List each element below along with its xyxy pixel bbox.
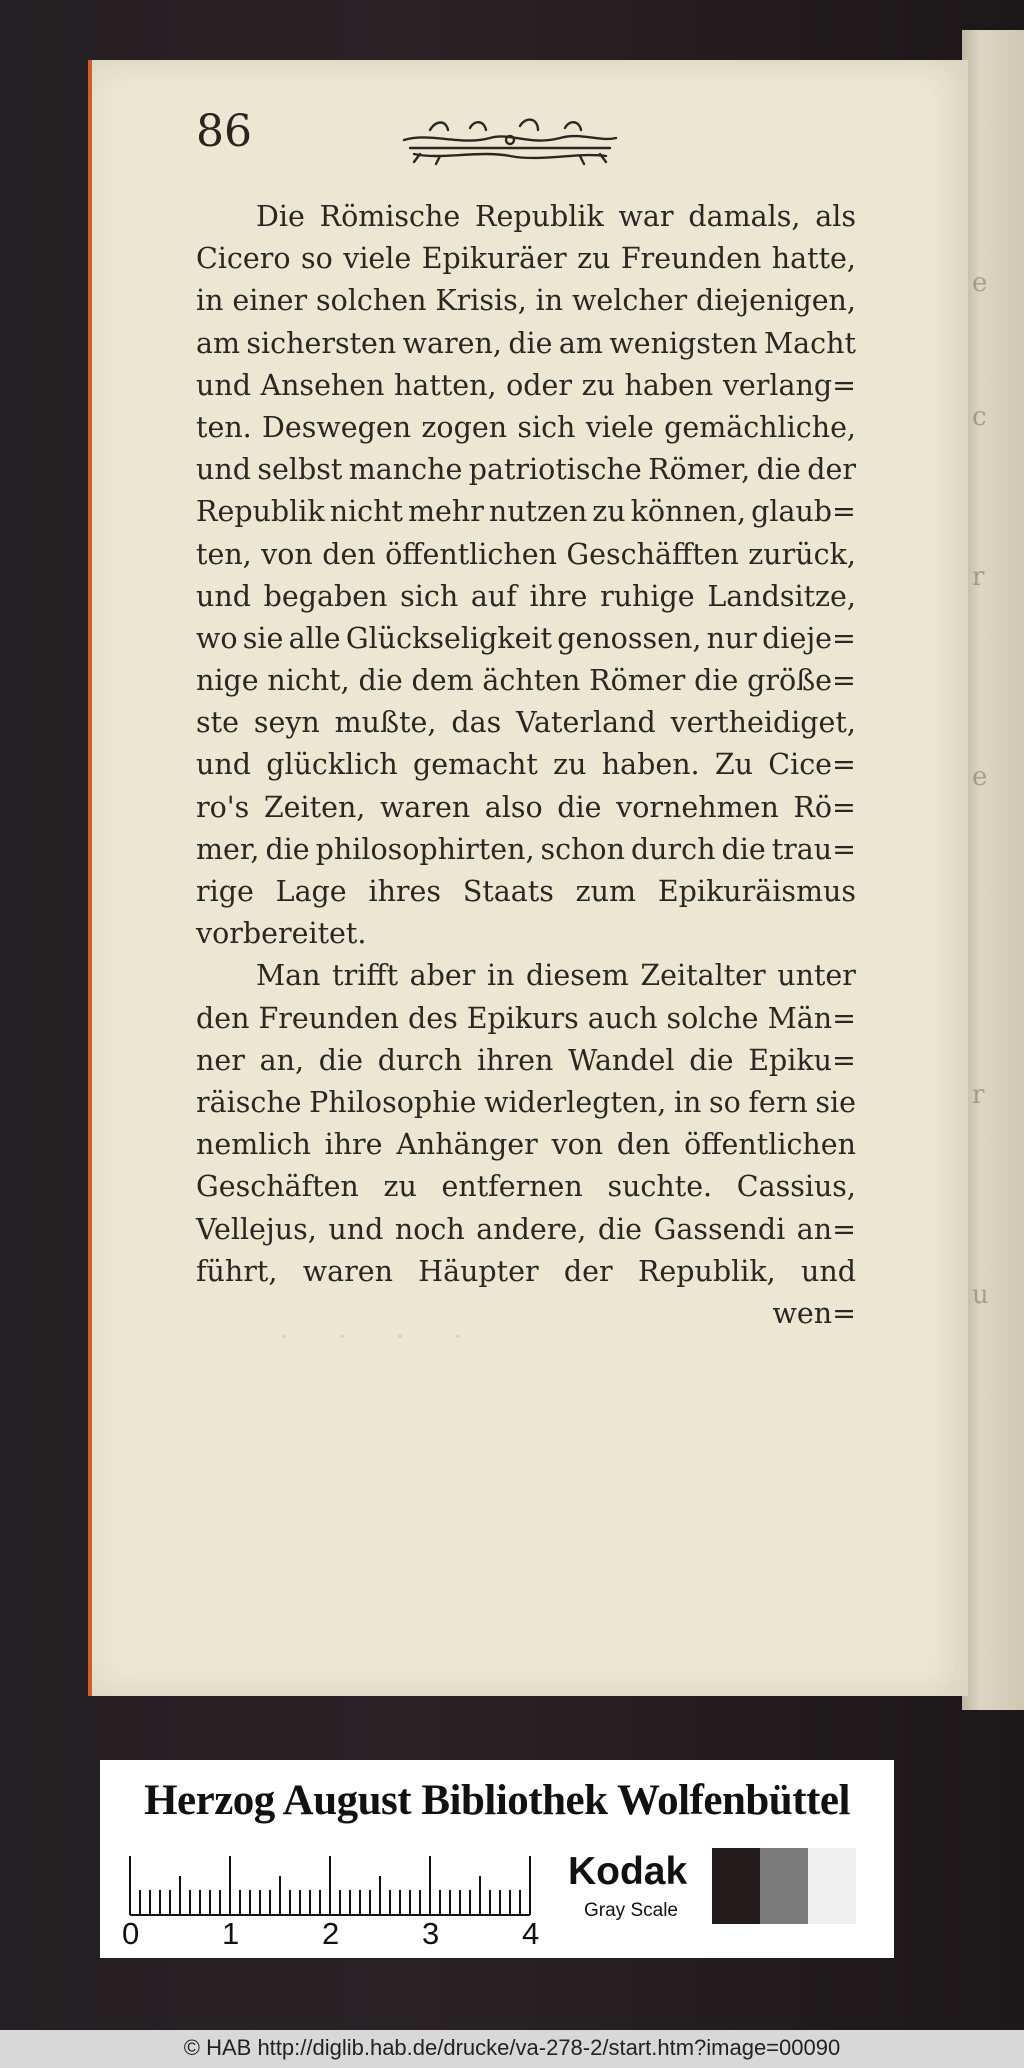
word: führt, xyxy=(196,1254,278,1288)
word: solche xyxy=(666,1001,759,1035)
text-line xyxy=(196,576,856,618)
word: und xyxy=(196,368,251,402)
text-line xyxy=(196,829,856,871)
ornament-icon xyxy=(400,110,620,168)
word: gemacht xyxy=(412,748,538,782)
word: rige xyxy=(196,875,254,908)
word: wo xyxy=(196,621,238,655)
word: räische xyxy=(196,1085,302,1119)
word: Geschäfften xyxy=(566,537,739,571)
word: zu xyxy=(553,748,587,782)
word: größe= xyxy=(747,664,856,698)
text-line xyxy=(196,618,856,660)
word: der xyxy=(563,1254,613,1288)
word: den xyxy=(616,1128,671,1162)
word: von xyxy=(261,537,313,571)
word: durch xyxy=(630,832,716,866)
word: Macht xyxy=(763,326,856,360)
word: Glückseligkeit xyxy=(345,621,553,655)
word: sich xyxy=(400,579,459,613)
word: vertheidiget, xyxy=(670,706,856,740)
word: Geschäften xyxy=(196,1170,359,1204)
word: aber xyxy=(409,959,476,993)
scale-ruler xyxy=(126,1852,626,1916)
word: Republik xyxy=(475,200,604,233)
text-line xyxy=(196,534,856,576)
word: zurück, xyxy=(748,537,856,571)
word: als xyxy=(815,200,856,233)
text-line xyxy=(196,238,856,280)
word: damals, xyxy=(688,200,801,233)
word: war xyxy=(618,200,674,233)
word: und xyxy=(196,579,251,613)
text-line xyxy=(196,744,856,786)
word: die xyxy=(597,1212,643,1246)
word: ihre xyxy=(529,579,588,613)
text-line xyxy=(196,1209,856,1251)
word: nur xyxy=(706,621,757,655)
word: zum xyxy=(575,875,637,908)
word: die xyxy=(756,453,801,487)
word: Die xyxy=(256,200,305,233)
word: welcher xyxy=(572,284,688,318)
word: trifft xyxy=(332,959,399,993)
word: sie xyxy=(815,1085,856,1119)
word: Landsitze, xyxy=(707,579,856,613)
word: Gassendi xyxy=(653,1212,786,1246)
page-number: 86 xyxy=(196,106,252,157)
word: vorbereitet. xyxy=(196,917,367,951)
word: zogen xyxy=(421,410,508,444)
word: die xyxy=(694,664,739,698)
text-line xyxy=(196,1251,856,1293)
text-line xyxy=(196,449,856,491)
word: haben. xyxy=(601,748,700,782)
word: mehr xyxy=(407,495,484,529)
word: begaben xyxy=(263,579,388,613)
word: die xyxy=(318,1043,363,1077)
word: Freunden xyxy=(258,1001,399,1035)
word: Zeiten, xyxy=(263,790,366,824)
text-line xyxy=(196,955,856,997)
footer-credit: © HAB http://diglib.hab.de/drucke/va-278-2/start.htm?image=00090 xyxy=(183,2035,841,2060)
word: ihre xyxy=(324,1128,383,1162)
word: ste xyxy=(196,706,239,740)
word: zu xyxy=(577,242,611,276)
word: gemächliche, xyxy=(664,410,856,444)
word: Philosophie xyxy=(309,1085,477,1119)
word: waren xyxy=(379,790,471,824)
word: Wandel xyxy=(568,1043,675,1077)
word: vornehmen xyxy=(616,790,779,824)
word: Epikuräer xyxy=(421,242,567,276)
text-line xyxy=(196,196,856,238)
word: die xyxy=(689,1043,734,1077)
word: entfernen xyxy=(441,1170,583,1204)
word: Deswegen xyxy=(262,410,412,444)
word: Epikuräismus xyxy=(657,875,856,908)
word: trau= xyxy=(771,832,856,866)
word: Cice= xyxy=(768,748,856,782)
word: Cassius, xyxy=(736,1170,856,1204)
word: alle xyxy=(288,621,341,655)
gray-scale-label: Gray Scale xyxy=(584,1900,678,1921)
word: viele xyxy=(343,242,412,276)
word: ihres xyxy=(368,875,442,908)
word: zu xyxy=(581,368,615,402)
word: Epikurs xyxy=(466,1001,579,1035)
word: Vaterland xyxy=(516,706,656,740)
word: können, xyxy=(630,495,747,529)
word: patriotische xyxy=(468,453,642,487)
word: Epiku= xyxy=(748,1043,856,1077)
text-line xyxy=(196,323,856,365)
word: seyn xyxy=(253,706,320,740)
word: ten, xyxy=(196,537,252,571)
text-line xyxy=(196,280,856,322)
ruler-label: 2 xyxy=(322,1916,340,1951)
word: mußte, xyxy=(334,706,437,740)
word: zu xyxy=(592,495,626,529)
word: in xyxy=(486,959,515,993)
word: mer, xyxy=(196,832,260,866)
word: Krisis, xyxy=(435,284,527,318)
text-line xyxy=(196,871,856,913)
word: Ansehen xyxy=(260,368,385,402)
word: die xyxy=(721,832,766,866)
word: selbst xyxy=(257,453,343,487)
word: Römer xyxy=(589,664,686,698)
word: die xyxy=(358,664,403,698)
word: diejenigen, xyxy=(696,284,856,318)
ruler-label: 3 xyxy=(422,1916,440,1951)
word: widerlegten, xyxy=(484,1085,667,1119)
word: die xyxy=(557,790,602,824)
word: an, xyxy=(259,1043,305,1077)
word: dem xyxy=(411,664,474,698)
word: verlang= xyxy=(722,368,856,402)
word: öffentlichen xyxy=(684,1128,856,1162)
word: den xyxy=(322,537,376,571)
word: ro's xyxy=(196,790,250,824)
kodak-logo: Kodak xyxy=(568,1850,688,1893)
word: andere, xyxy=(476,1212,587,1246)
gray-swatches xyxy=(712,1848,856,1924)
color-target xyxy=(100,1760,894,1958)
word: den xyxy=(196,1001,250,1035)
text-line xyxy=(196,1082,856,1124)
word: viele xyxy=(585,410,654,444)
word: des xyxy=(407,1001,458,1035)
word: hatte, xyxy=(771,242,856,276)
ruler-label: 1 xyxy=(222,1916,240,1951)
bleed-through-stamp: · · · · xyxy=(280,1320,483,1353)
gray-swatch xyxy=(712,1848,760,1924)
library-title: Herzog August Bibliothek Wolfenbüttel xyxy=(144,1777,850,1824)
word: glaub= xyxy=(751,495,856,529)
text-line xyxy=(196,1040,856,1082)
word: Republik, xyxy=(637,1254,776,1288)
word: sichersten xyxy=(246,326,397,360)
word: Römer, xyxy=(648,453,751,487)
word: Römische xyxy=(319,200,461,233)
word: haben xyxy=(624,368,714,402)
word: genossen, xyxy=(557,621,702,655)
word: waren, xyxy=(402,326,502,360)
word: Republik xyxy=(196,495,325,529)
word: von xyxy=(551,1128,604,1162)
word: die xyxy=(265,832,310,866)
word: Staats xyxy=(462,875,554,908)
word: öffentlichen xyxy=(385,537,557,571)
word: nicht, xyxy=(267,664,350,698)
word: und xyxy=(196,453,251,487)
word: Rö= xyxy=(793,790,856,824)
word: wen= xyxy=(772,1296,856,1330)
word: suchte. xyxy=(607,1170,713,1204)
text-line xyxy=(196,913,856,955)
word: sie xyxy=(242,621,284,655)
next-page-edge: e c r e r u xyxy=(962,30,1024,1710)
word: ächten xyxy=(482,664,581,698)
word: durch xyxy=(377,1043,463,1077)
word: nemlich xyxy=(196,1128,311,1162)
word: einer xyxy=(232,284,308,318)
word: nutzen xyxy=(488,495,588,529)
text-line xyxy=(196,1166,856,1208)
word: Anhänger xyxy=(396,1128,538,1162)
word: philosophirten, xyxy=(315,832,535,866)
word: sich xyxy=(517,410,576,444)
word: Cicero xyxy=(196,242,291,276)
word: Man xyxy=(256,959,321,993)
word: Zeitalter xyxy=(640,959,766,993)
word: zu xyxy=(383,1170,417,1204)
word: diesem xyxy=(526,959,629,993)
word: nicht xyxy=(329,495,403,529)
text-line xyxy=(196,702,856,744)
text-line xyxy=(196,365,856,407)
word: ner xyxy=(196,1043,245,1077)
word: manche xyxy=(348,453,463,487)
word: solchen xyxy=(316,284,427,318)
ruler-label: 0 xyxy=(122,1916,140,1951)
word: fern xyxy=(748,1085,808,1119)
word: Zu xyxy=(714,748,754,782)
word: so xyxy=(708,1085,741,1119)
word: ihren xyxy=(477,1043,554,1077)
word: und xyxy=(800,1254,856,1288)
word: auf xyxy=(470,579,517,613)
word: am xyxy=(196,326,241,360)
word: noch xyxy=(394,1212,465,1246)
word: in xyxy=(673,1085,702,1119)
text-line xyxy=(196,998,856,1040)
word: wenigsten xyxy=(609,326,758,360)
word: schon xyxy=(540,832,625,866)
word: an= xyxy=(796,1212,856,1246)
word: dieje= xyxy=(762,621,856,655)
word: glücklich xyxy=(266,748,398,782)
word: Freunden xyxy=(620,242,762,276)
word: unter xyxy=(777,959,856,993)
word: die xyxy=(508,326,553,360)
word: waren xyxy=(302,1254,393,1288)
text-line xyxy=(196,491,856,533)
text-line xyxy=(196,407,856,449)
ruler-label: 4 xyxy=(522,1916,540,1951)
word: am xyxy=(558,326,603,360)
text-line xyxy=(196,660,856,702)
word: in xyxy=(196,284,224,318)
word: der xyxy=(807,453,856,487)
word: oder xyxy=(506,368,573,402)
word: ruhige xyxy=(600,579,695,613)
text-line xyxy=(196,787,856,829)
word: auch xyxy=(587,1001,658,1035)
word: Vellejus, xyxy=(196,1212,317,1246)
word: Män= xyxy=(767,1001,856,1035)
gray-swatch xyxy=(808,1848,856,1924)
word: hatten, xyxy=(394,368,497,402)
word: so xyxy=(300,242,333,276)
word: und xyxy=(196,748,251,782)
word: ten. xyxy=(196,410,252,444)
word: also xyxy=(484,790,543,824)
text-line xyxy=(196,1124,856,1166)
word: das xyxy=(451,706,502,740)
word: und xyxy=(328,1212,384,1246)
word: in xyxy=(535,284,564,318)
gray-swatch xyxy=(760,1848,808,1924)
word: Lage xyxy=(275,875,347,908)
body-text xyxy=(196,196,856,1335)
word: Häupter xyxy=(418,1254,539,1288)
word: nige xyxy=(196,664,259,698)
